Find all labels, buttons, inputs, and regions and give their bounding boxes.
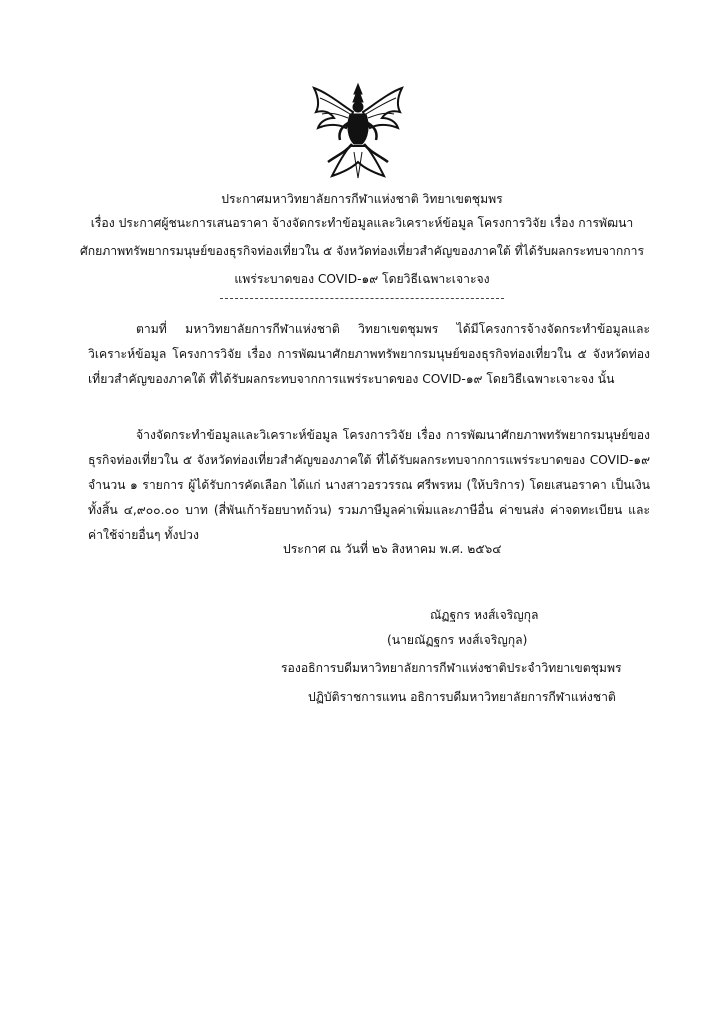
separator-line <box>220 298 504 299</box>
announcement-subject-line-3: แพร่ระบาดของ COVID-๑๙ โดยวิธีเฉพาะเจาะจง <box>234 272 490 286</box>
announcement-subject-line-1: เรื่อง ประกาศผู้ชนะการเสนอราคา จ้างจัดกระทำข้อมูลและวิเคราะห์ข้อมูล โครงการวิจัย เรื่อง การพัฒนา <box>90 216 634 230</box>
signer-full-name: (นายณัฏฐกร หงส์เจริญกุล) <box>387 633 528 647</box>
body-paragraph-2: จ้างจัดกระทำข้อมูลและวิเคราะห์ข้อมูล โครงการวิจัย เรื่อง การพัฒนาศักยภาพทรัพยากรมนุษย์ของธุรกิจท่องเที่ยวใน ๕ จังหวัดท่องเที่ยวสำคัญของภาคใต้ ที่ได้รับผลกระทบจากการแพร่ระบาดของ COVID-๑๙ จำนวน ๑ รายการ ผู้ได้รับการคัดเลือก ได้แก่ นางสาวอรวรรณ ศรีพรหม (ให้บริการ) โดยเสนอราคา เป็นเงินทั้งสิ้น ๔,๙๐๐.๐๐ บาท (สี่พันเก้าร้อยบาทถ้วน) รวมภาษีมูลค่าเพิ่มและภาษีอื่น ค่าขนส่ง ค่าจดทะเบียน และค่าใช้จ่ายอื่นๆ ทั้งปวง <box>88 428 650 542</box>
body-paragraph-1: ตามที่ มหาวิทยาลัยการกีฬาแห่งชาติ วิทยาเขตชุมพร ได้มีโครงการจ้างจัดกระทำข้อมูลและวิเคราะห์ข้อมูล โครงการวิจัย เรื่อง การพัฒนาศักยภาพทรัพยากรมนุษย์ของธุรกิจท่องเที่ยวใน ๕ จังหวัดท่องเที่ยวสำคัญของภาคใต้ ที่ได้รับผลกระทบจากการแพร่ระบาดของ COVID-๑๙ โดยวิธีเฉพาะเจาะจง นั้น <box>88 322 650 386</box>
signer-position-line-1: รองอธิการบดีมหาวิทยาลัยการกีฬาแห่งชาติประจำวิทยาเขตชุมพร <box>281 661 622 675</box>
garuda-emblem-icon <box>306 82 410 182</box>
announcement-title: ประกาศมหาวิทยาลัยการกีฬาแห่งชาติ วิทยาเขตชุมพร <box>221 192 503 206</box>
announcement-subject-line-2: ศักยภาพทรัพยากรมนุษย์ของธุรกิจท่องเที่ยวใน ๕ จังหวัดท่องเที่ยวสำคัญของภาคใต้ ที่ได้รับผลกระทบจากการ <box>80 244 644 258</box>
announcement-date: ประกาศ ณ วันที่ ๒๖ สิงหาคม พ.ศ. ๒๕๖๔ <box>283 542 502 556</box>
signer-position-line-2: ปฏิบัติราชการแทน อธิการบดีมหาวิทยาลัยการกีฬาแห่งชาติ <box>308 690 616 704</box>
signature-name: ณัฏฐกร หงส์เจริญกุล <box>430 608 539 622</box>
